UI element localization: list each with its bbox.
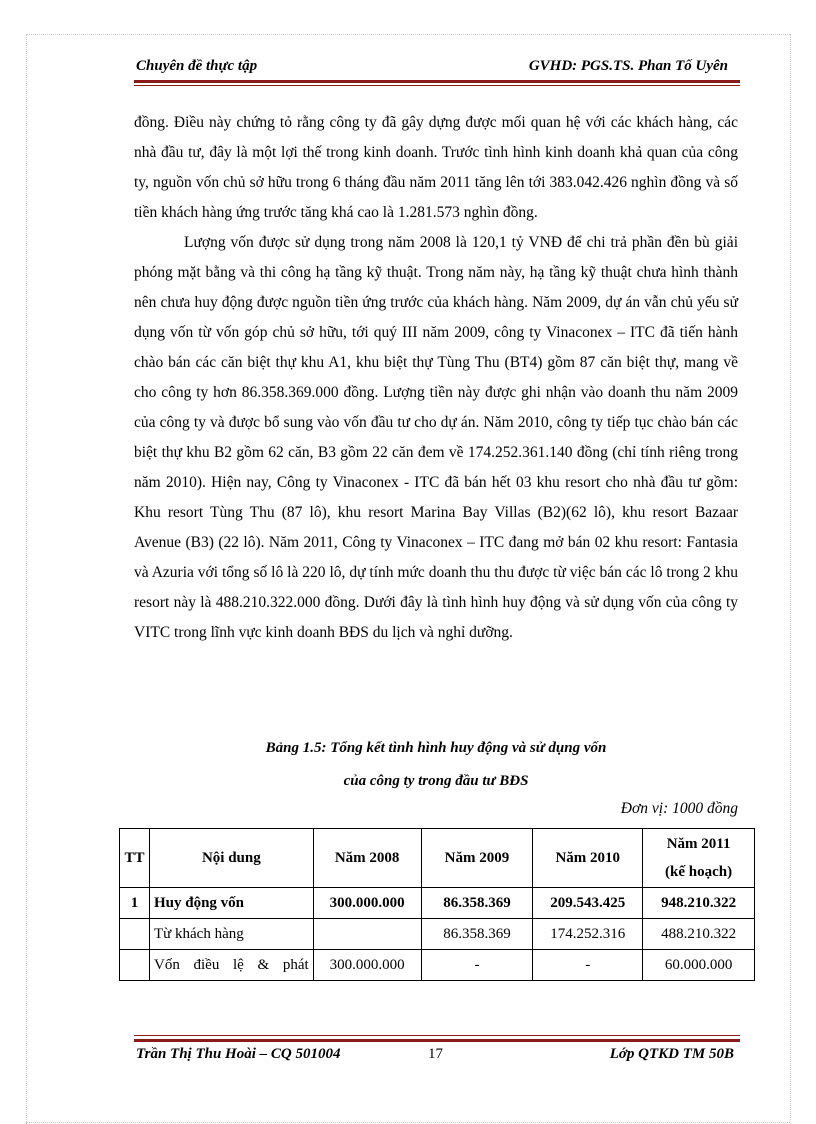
cell-2009: - (421, 950, 533, 981)
cell-2008 (313, 919, 421, 950)
table-row (120, 919, 755, 950)
header-2011-note: (kế hoạch) (665, 864, 733, 880)
page-footer (134, 1046, 738, 1068)
header-2010: Năm 2010 (533, 829, 643, 888)
cell-2008: 300.000.000 (313, 950, 421, 981)
cell-2009: 86.358.369 (421, 919, 533, 950)
cell-content: Huy động vốn (149, 888, 313, 919)
header-rule-thick (134, 80, 740, 83)
cell-2011: 948.210.322 (643, 888, 755, 919)
funding-table (119, 828, 755, 981)
footer-rule-thin (134, 1035, 740, 1036)
header-tt: TT (120, 829, 150, 888)
cell-2010: 174.252.316 (533, 919, 643, 950)
header-advisor: GVHD: PGS.TS. Phan Tố Uyên (528, 58, 728, 74)
footer-class: Lớp QTKD TM 50B (609, 1046, 734, 1062)
table-caption-line2: của công ty trong đầu tư BĐS (343, 773, 529, 789)
body-text (134, 108, 738, 648)
header-2011-year: Năm 2011 (666, 836, 731, 852)
header-content: Nội dung (149, 829, 313, 888)
header-2008: Năm 2008 (313, 829, 421, 888)
table-header-row (120, 829, 755, 888)
cell-tt: 1 (120, 888, 150, 919)
cell-content: Vốn điều lệ & phát (149, 950, 313, 981)
cell-2011: 488.210.322 (643, 919, 755, 950)
table-caption-line1: Bảng 1.5: Tổng kết tình hình huy động và sử dụng vốn (265, 740, 607, 756)
page-number: 17 (428, 1046, 443, 1062)
page-guide-top (26, 34, 790, 35)
footer-author: Trần Thị Thu Hoài – CQ 501004 (136, 1046, 341, 1062)
cell-2008: 300.000.000 (313, 888, 421, 919)
cell-2009: 86.358.369 (421, 888, 533, 919)
paragraph: Lượng vốn được sử dụng trong năm 2008 là 120,1 tỷ VNĐ để chi trả phần đền bù giải phóng mặt bằng và thi công hạ tầng kỹ thuật. Trong năm này, hạ tầng kỹ thuật chưa hình thành nên chưa huy động được nguồn tiền ứng trước của khách hàng. Năm 2009, dự án vẫn chủ yếu sử dụng vốn từ vốn góp chủ sở hữu, tới quý III năm 2009, công ty Vinaconex – ITC đã tiến hành chào bán các căn biệt thự khu A1, khu biệt thự Tùng Thu (BT4) gồm 87 căn biệt thự, mang về cho công ty hơn 86.358.369.000 đồng. Lượng tiền này được ghi nhận vào doanh thu năm 2009 của công ty và được bổ sung vào vốn đầu tư cho dự án. Năm 2010, công ty tiếp tục chào bán các biệt thự khu B2 gồm 62 căn, B3 gồm 22 căn đem về 174.252.361.140 đồng (chỉ tính riêng trong năm 2010). Hiện nay, Công ty Vinaconex - ITC đã bán hết 03 khu resort cho nhà đầu tư gồm: Khu resort Tùng Thu (87 lô), khu resort Marina Bay Villas (B2)(62 lô), khu resort Bazaar Avenue (B3) (22 lô). Năm 2011, Công ty Vinaconex – ITC đang mở bán 02 khu resort: Fantasia và Azuria với tổng số lô là 220 lô, dự tính mức doanh thu thu được từ việc bán các lô trong 2 khu resort này là 488.210.322.000 đồng. Dưới đây là tình hình huy động và sử dụng vốn của công ty VITC trong lĩnh vực kinh doanh BĐS du lịch và nghỉ dưỡng. (134, 234, 738, 641)
footer-rule-thick (134, 1039, 740, 1042)
table-row (120, 888, 755, 919)
page-guide-left (26, 34, 27, 1124)
cell-tt (120, 950, 150, 981)
header-2009: Năm 2009 (421, 829, 533, 888)
cell-2010: - (533, 950, 643, 981)
header-rule-thin (134, 85, 740, 86)
cell-2011: 60.000.000 (643, 950, 755, 981)
table-unit: Đơn vị: 1000 đồng (620, 800, 738, 817)
page-header (134, 56, 738, 78)
cell-content: Từ khách hàng (149, 919, 313, 950)
cell-2010: 209.543.425 (533, 888, 643, 919)
paragraph: đồng. Điều này chứng tỏ rằng công ty đã gây dựng được mối quan hệ với các khách hàng, các nhà đầu tư, đây là một lợi thế trong kinh doanh. Trước tình hình kinh doanh khả quan của công ty, nguồn vốn chủ sở hữu trong 6 tháng đầu năm 2011 tăng lên tới 383.042.426 nghìn đồng và số tiền khách hàng ứng trước tăng khá cao là 1.281.573 nghìn đồng. (134, 114, 738, 221)
table-row (120, 950, 755, 981)
page-guide-right (790, 34, 791, 1124)
header-2011 (643, 829, 755, 888)
cell-tt (120, 919, 150, 950)
header-title: Chuyên đề thực tập (136, 58, 258, 74)
